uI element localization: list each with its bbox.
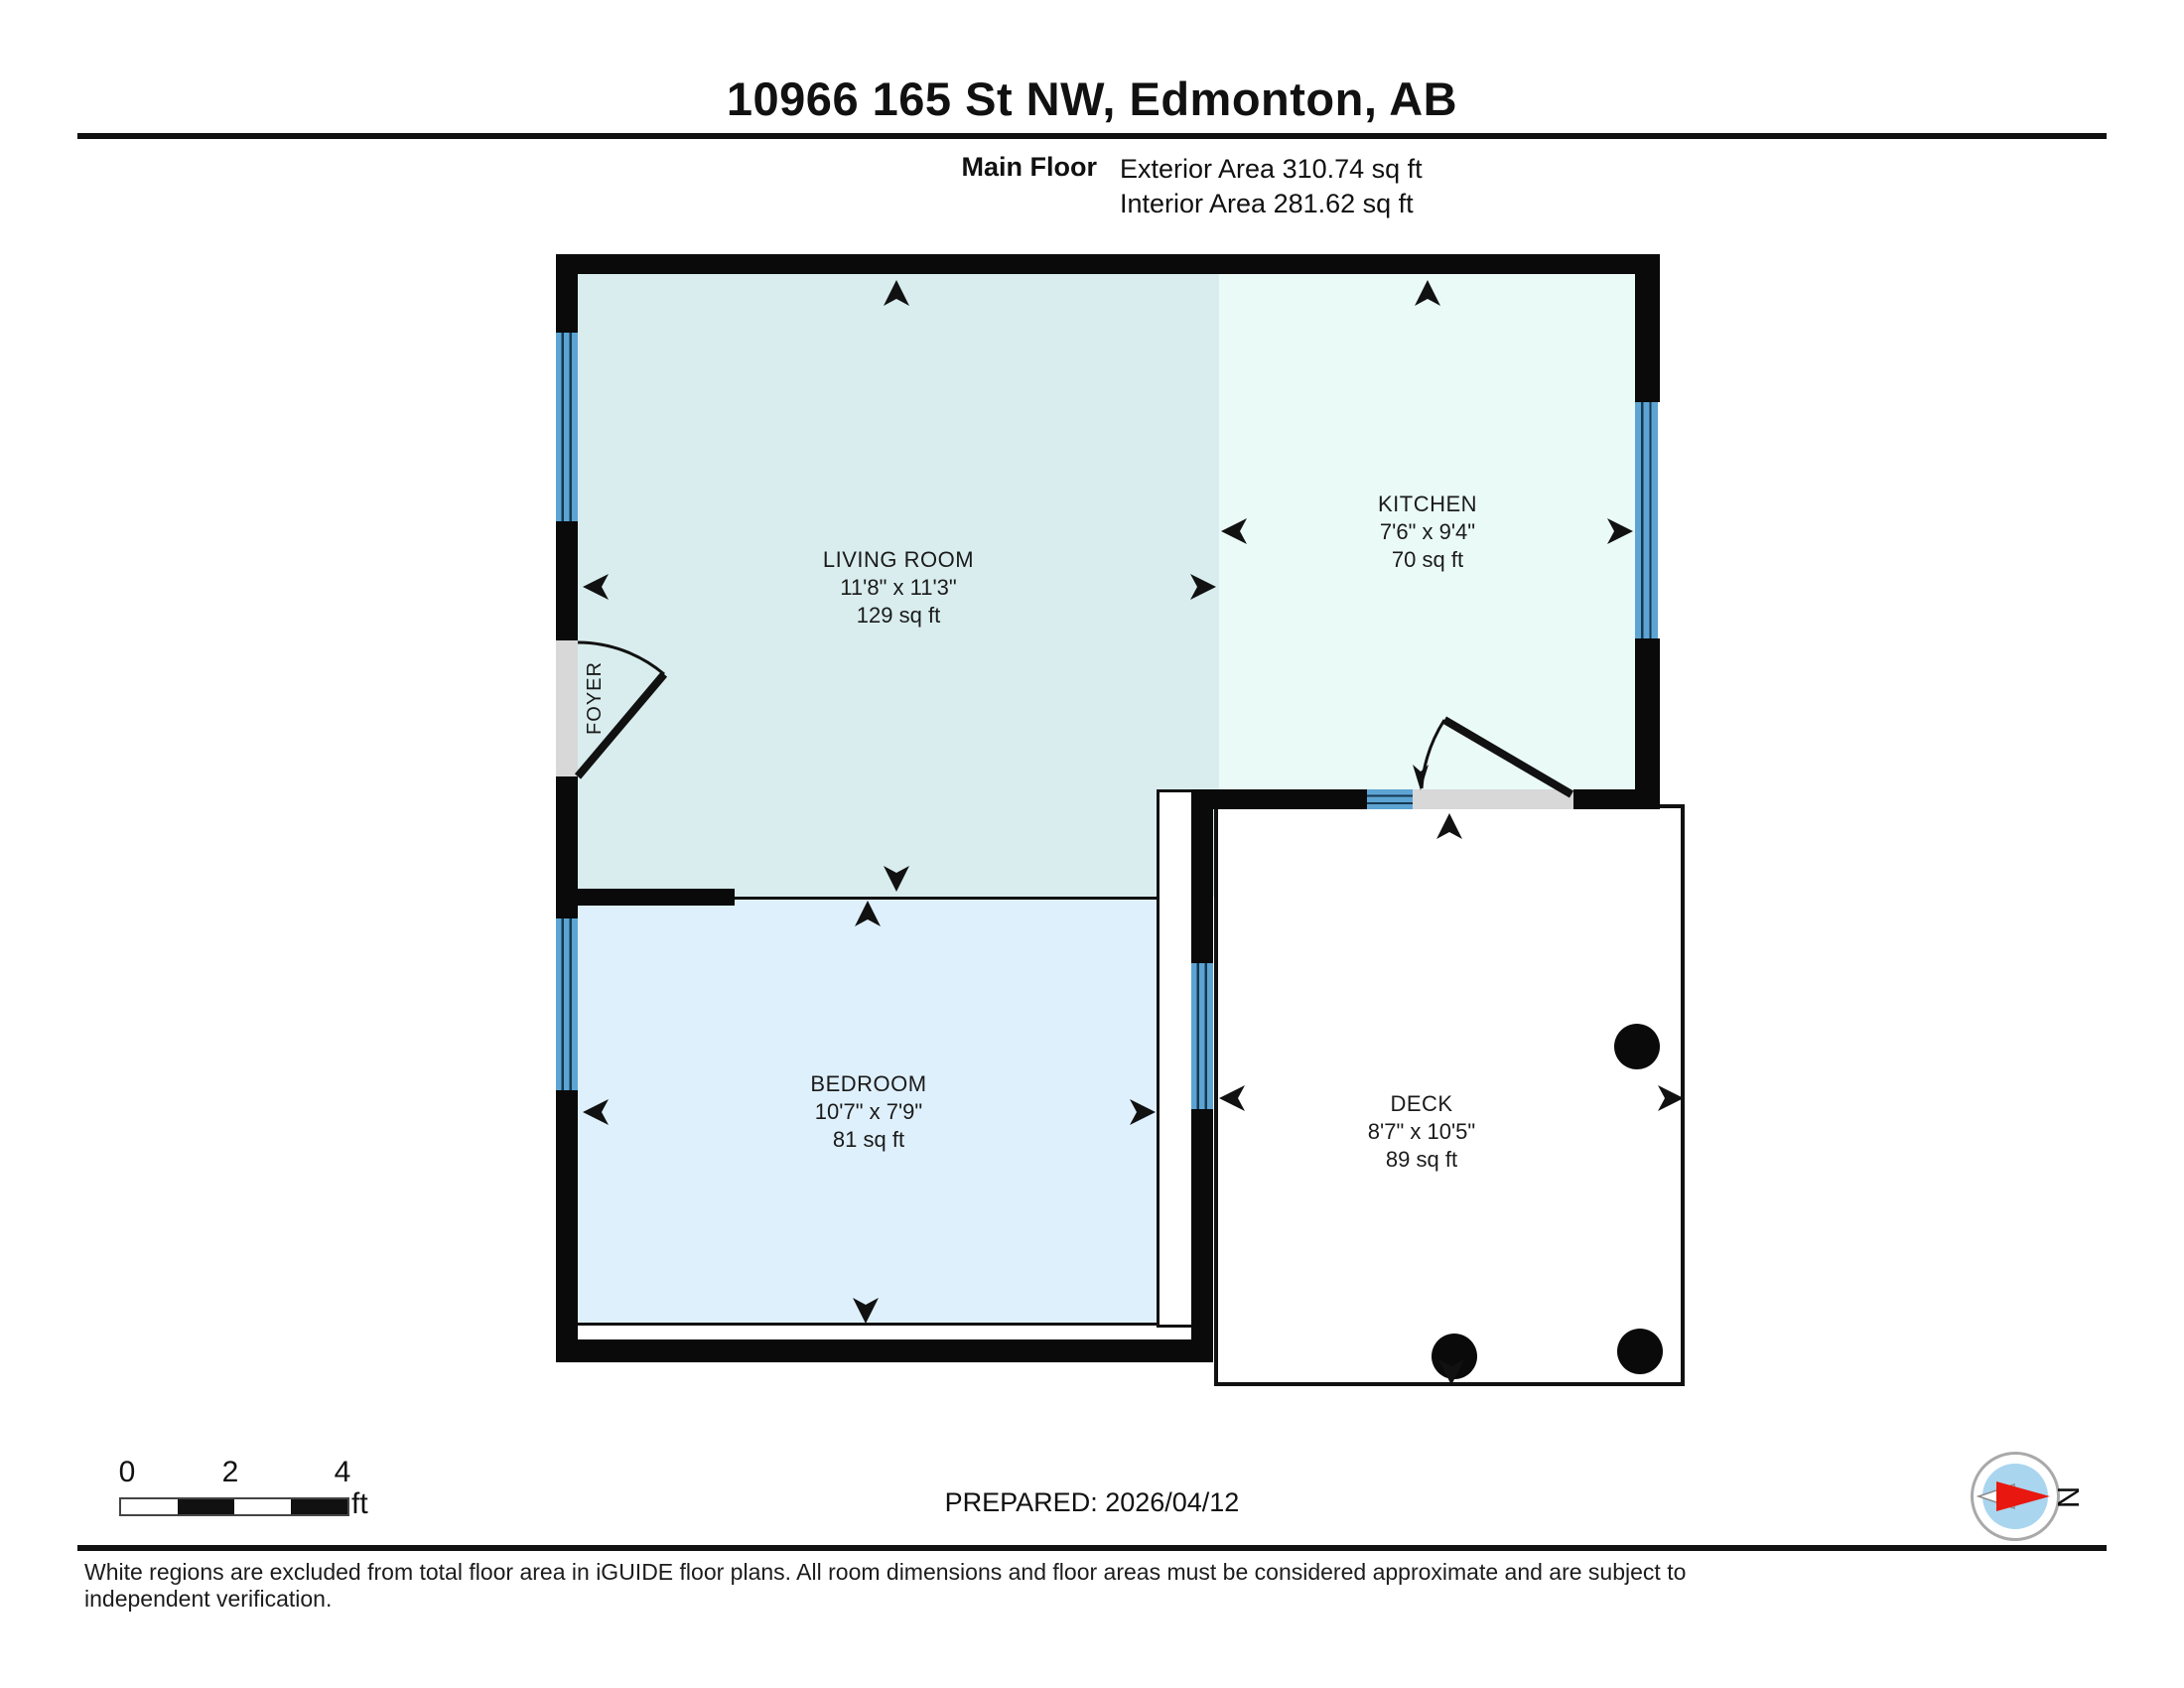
floor-name: Main Floor bbox=[961, 152, 1097, 182]
room-dims: 7'6" x 9'4" bbox=[1379, 519, 1476, 544]
kitchen-door-arc bbox=[1422, 720, 1444, 788]
scale-tick-0: 0 bbox=[118, 1456, 136, 1488]
kitchen-label bbox=[1279, 491, 1576, 574]
measure-arrow-up-icon bbox=[855, 901, 881, 926]
deck-post bbox=[1614, 1024, 1660, 1069]
room-area: 89 sq ft bbox=[1385, 1147, 1458, 1172]
compass-needle-icon bbox=[1971, 1452, 2060, 1541]
measure-arrow-right-icon bbox=[1130, 1099, 1156, 1125]
room-name: LIVING ROOM bbox=[822, 547, 975, 572]
scale-unit: ft bbox=[351, 1487, 368, 1520]
interior-area: Interior Area 281.62 sq ft bbox=[1120, 189, 1414, 218]
measure-arrow-up-icon bbox=[884, 280, 909, 306]
room-area: 70 sq ft bbox=[1391, 547, 1464, 572]
room-name: BEDROOM bbox=[810, 1071, 927, 1096]
deck-post bbox=[1617, 1329, 1663, 1374]
room-area: 81 sq ft bbox=[832, 1127, 905, 1152]
room-dims: 11'8" x 11'3" bbox=[840, 575, 957, 600]
bedroom-label bbox=[720, 1070, 1018, 1154]
deck-label bbox=[1273, 1090, 1570, 1174]
measure-arrow-left-icon bbox=[583, 574, 609, 600]
foyer-label: FOYER bbox=[584, 661, 606, 735]
room-dims: 8'7" x 10'5" bbox=[1367, 1119, 1476, 1144]
scale-bar bbox=[119, 1497, 349, 1516]
living-room-label bbox=[750, 546, 1047, 630]
room-dims: 10'7" x 7'9" bbox=[814, 1099, 923, 1124]
measure-arrow-up-icon bbox=[1436, 813, 1462, 839]
page-title: 10966 165 St NW, Edmonton, AB bbox=[726, 72, 1458, 125]
scale-tick-2: 2 bbox=[221, 1456, 239, 1488]
kitchen-door-leaf bbox=[1444, 720, 1571, 794]
measure-arrow-left-icon bbox=[583, 1099, 609, 1125]
measure-arrow-right-icon bbox=[1190, 574, 1216, 600]
scale-tick-4: 4 bbox=[334, 1456, 351, 1488]
room-name: DECK bbox=[1390, 1091, 1453, 1116]
prepared-date: PREPARED: 2026/04/12 bbox=[944, 1487, 1240, 1517]
room-area: 129 sq ft bbox=[856, 603, 941, 628]
footer-divider bbox=[77, 1545, 2107, 1551]
measure-arrow-down-icon bbox=[884, 866, 909, 892]
measure-arrow-down-icon bbox=[1438, 1359, 1464, 1385]
measure-arrow-right-icon bbox=[1658, 1085, 1684, 1111]
exterior-area: Exterior Area 310.74 sq ft bbox=[1120, 154, 1423, 184]
kitchen-door-arrow-icon bbox=[1413, 765, 1429, 790]
measure-arrow-up-icon bbox=[1415, 280, 1440, 306]
measure-arrow-left-icon bbox=[1221, 518, 1247, 544]
disclaimer-text: White regions are excluded from total floor area in iGUIDE floor plans. All room dimensions and floor areas must be considered approximate and are subject to independent verification. bbox=[84, 1559, 1687, 1612]
room-name: KITCHEN bbox=[1377, 492, 1478, 516]
measure-arrow-right-icon bbox=[1607, 518, 1633, 544]
measure-arrow-down-icon bbox=[853, 1298, 879, 1324]
measure-arrow-left-icon bbox=[1219, 1085, 1245, 1111]
compass-north-label: N bbox=[2051, 1485, 2087, 1509]
